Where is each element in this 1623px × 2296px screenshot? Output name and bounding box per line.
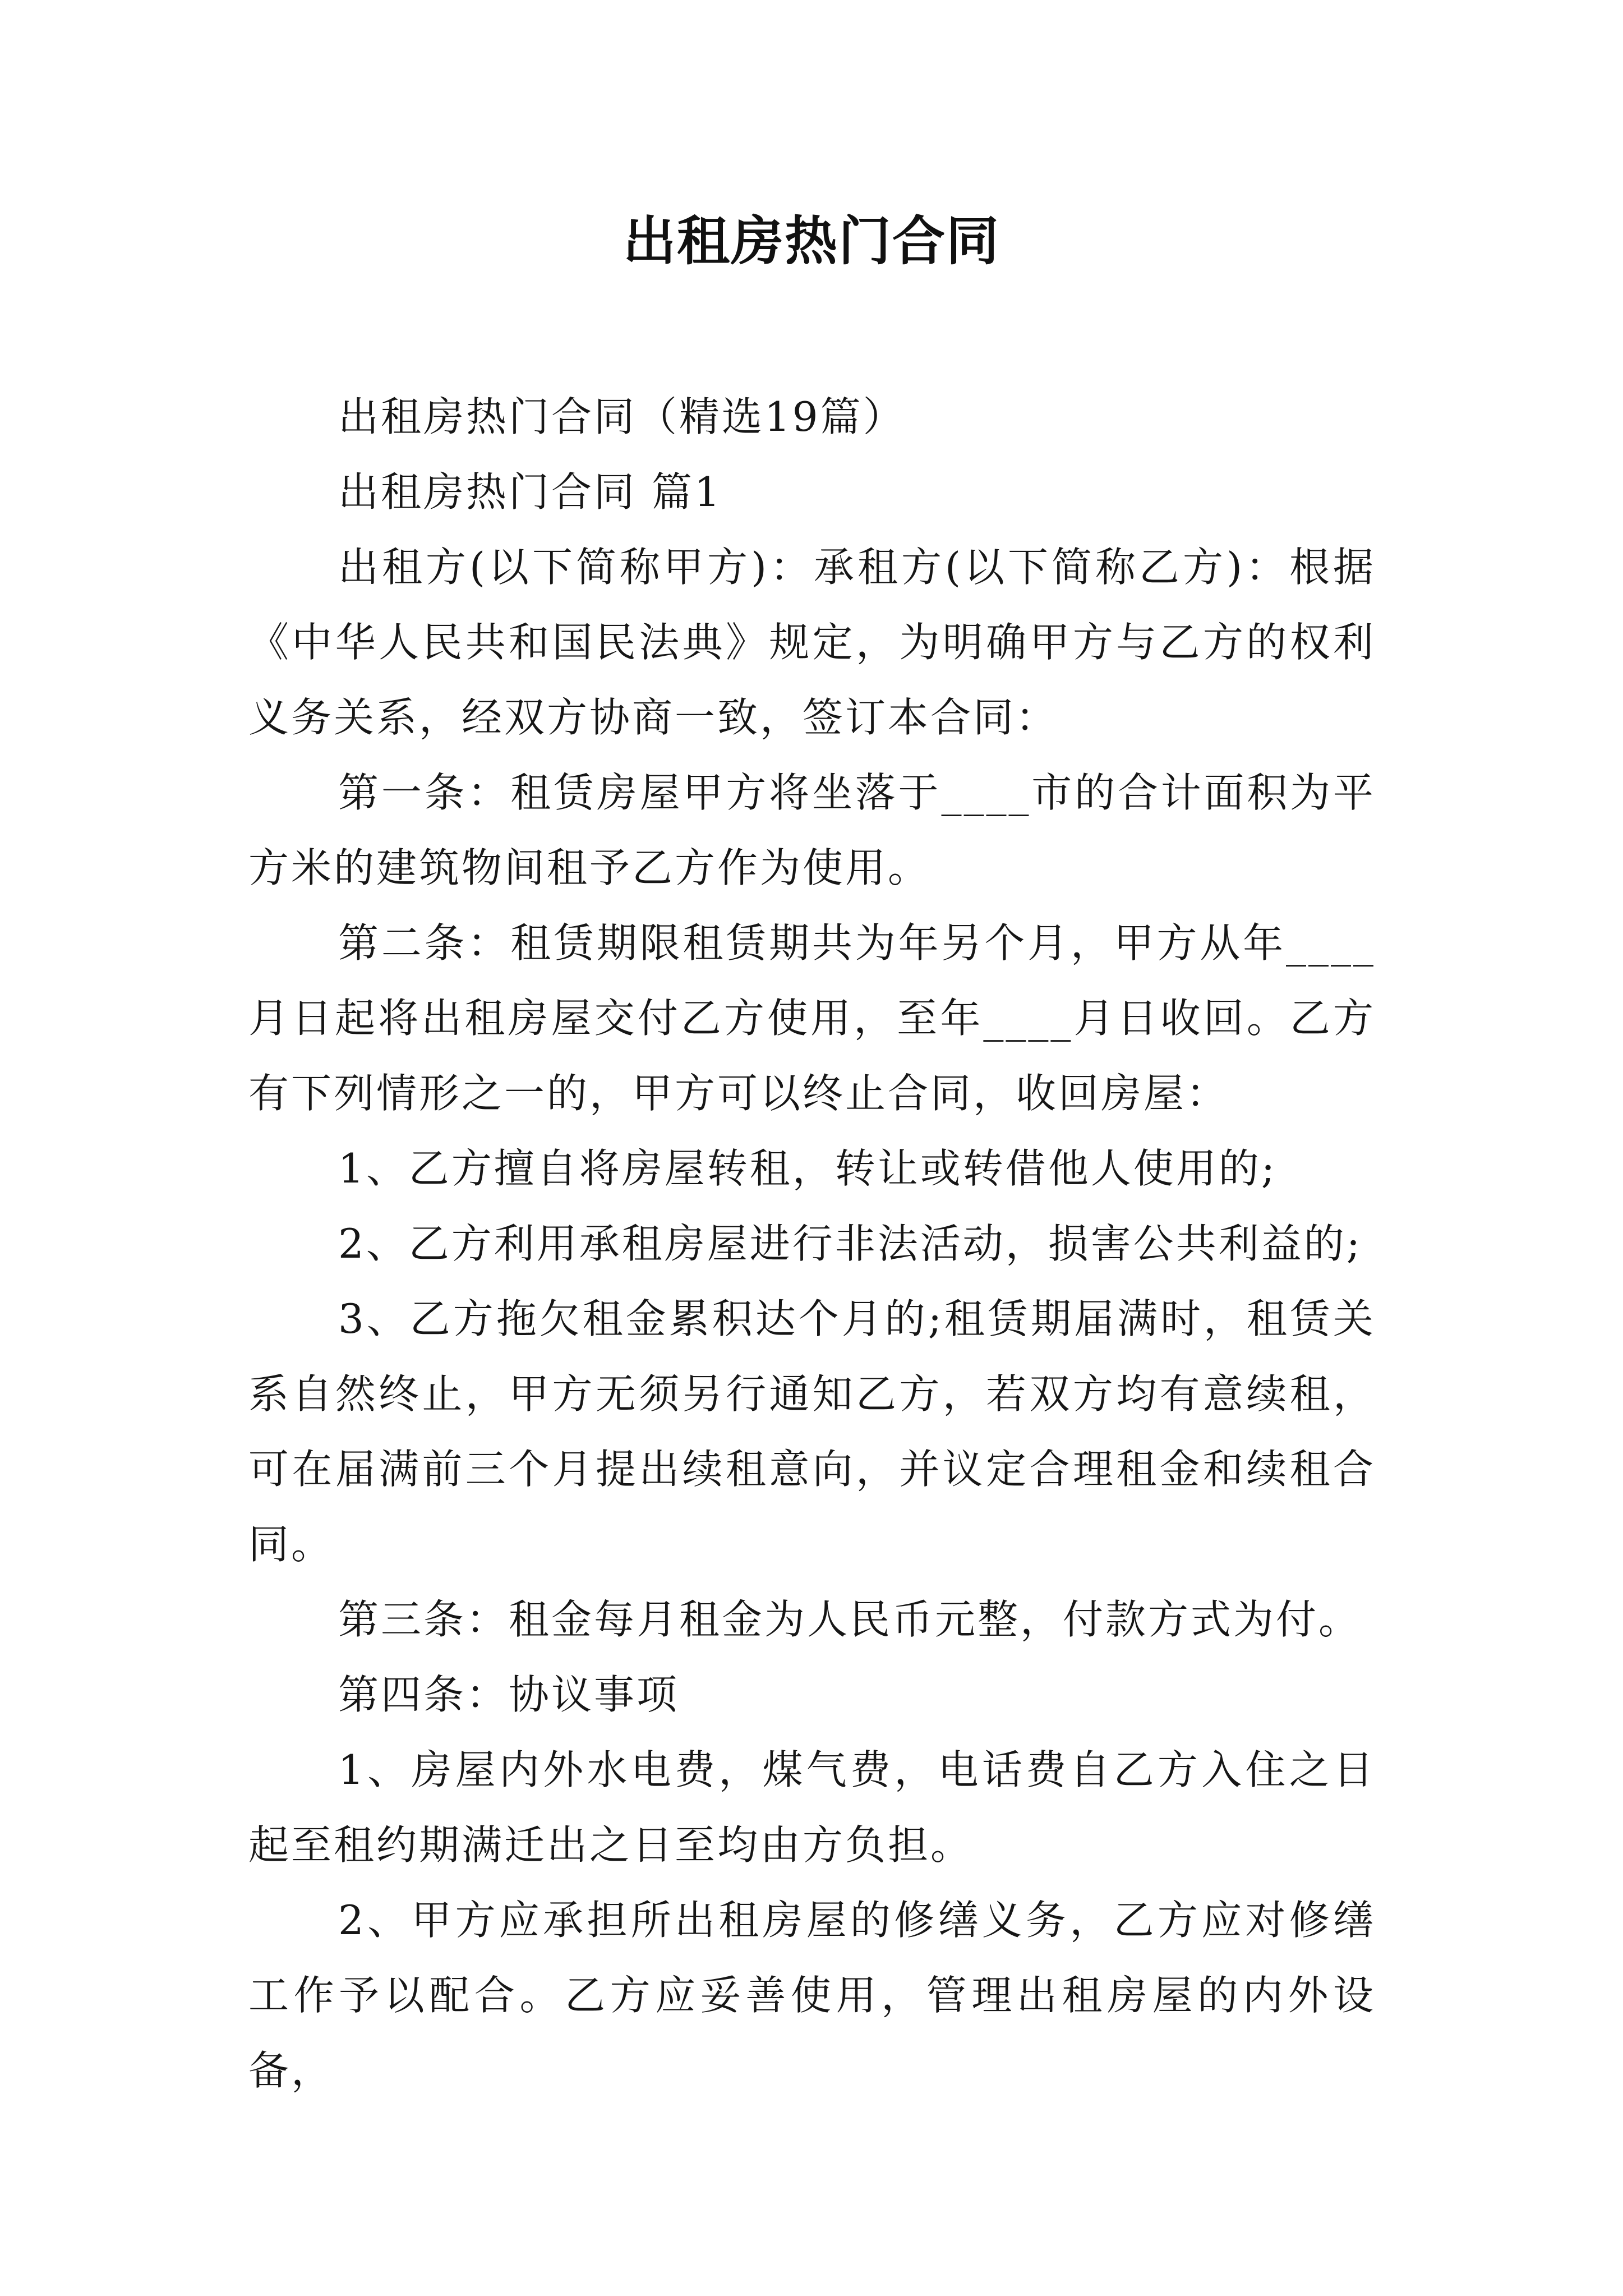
collection-heading: 出租房热门合同（精选19篇） (338, 393, 906, 440)
article-2-item-1: 1、乙方擅自将房屋转租，转让或转借他人使用的; (338, 1145, 1278, 1192)
document-title: 出租房热门合同 (623, 210, 1000, 272)
article-4-heading: 第四条：协议事项 (338, 1671, 680, 1718)
preamble-paragraph: 出租方(以下简称甲方)：承租方(以下简称乙方)：根据《中华人民共和国民法典》规定，为明确甲方与乙方的权利义务关系，经双方协商一致，签订本合同： (248, 544, 1376, 741)
article-2-paragraph: 第二条：租赁期限租赁期共为年另个月，甲方从年____月日起将出租房屋交付乙方使用，至年____月日收回。乙方有下列情形之一的，甲方可以终止合同，收回房屋： (248, 919, 1376, 1117)
article-3-paragraph: 第三条：租金每月租金为人民币元整，付款方式为付。 (338, 1596, 1362, 1643)
article-4-item-2: 2、甲方应承担所出租房屋的修缮义务，乙方应对修缮工作予以配合。乙方应妥善使用，管理出租房屋的内外设备， (248, 1897, 1376, 2094)
article-4-item-1: 1、房屋内外水电费，煤气费，电话费自乙方入住之日起至租约期满迁出之日至均由方负担。 (248, 1746, 1376, 1869)
section-heading: 出租房热门合同 篇1 (338, 468, 722, 516)
document-body (248, 379, 1376, 2108)
article-2-item-2: 2、乙方利用承租房屋进行非法活动，损害公共利益的; (338, 1220, 1363, 1267)
article-1-paragraph: 第一条：租赁房屋甲方将坐落于____市的合计面积为平方米的建筑物间租予乙方作为使用。 (248, 769, 1376, 891)
article-2-item-3: 3、乙方拖欠租金累积达个月的;租赁期届满时，租赁关系自然终止，甲方无须另行通知乙方，若双方均有意续租，可在届满前三个月提出续租意向，并议定合理租金和续租合同。 (248, 1295, 1376, 1568)
